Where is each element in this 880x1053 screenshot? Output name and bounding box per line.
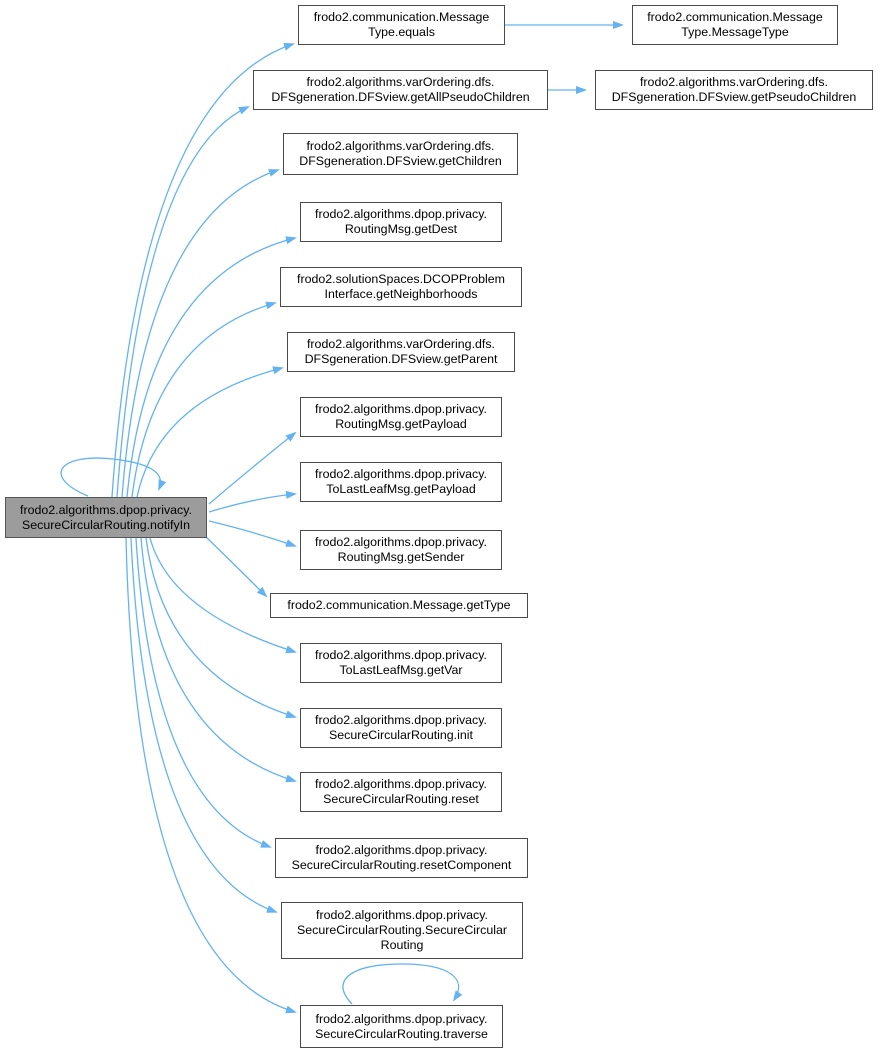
call-edge-notifyIn-to-notifyIn (61, 458, 160, 496)
call-edge-notifyIn-to-getDest (127, 238, 295, 497)
graph-node-label-line: frodo2.algorithms.dpop.privacy. (315, 467, 487, 481)
graph-node-getDest[interactable] (300, 202, 502, 242)
graph-node-label-line: frodo2.algorithms.dpop.privacy. (315, 648, 487, 662)
graph-node-init[interactable] (300, 708, 502, 748)
call-edge-traverse-to-traverse (343, 964, 459, 1004)
graph-node-label-line: frodo2.algorithms.dpop.privacy. (315, 777, 487, 791)
graph-node-label-line: SecureCircularRouting.reset (323, 792, 479, 806)
graph-node-label-line: frodo2.algorithms.dpop.privacy. (20, 502, 192, 517)
graph-node-getSender[interactable] (300, 530, 502, 570)
graph-node-label-line: frodo2.algorithms.varOrdering.dfs. (639, 75, 828, 89)
call-edge-notifyIn-to-getType (205, 536, 266, 596)
graph-node-label-line: DFSgeneration.DFSview.getChildren (299, 154, 502, 168)
call-edge-notifyIn-to-getChildren (122, 170, 278, 497)
graph-node-traverse[interactable] (300, 1005, 503, 1048)
graph-node-label-line: frodo2.algorithms.dpop.privacy. (315, 535, 487, 549)
graph-node-label-line: SecureCircularRouting.init (329, 728, 473, 742)
graph-node-equals[interactable] (298, 5, 505, 45)
graph-node-label-line: RoutingMsg.getDest (344, 222, 458, 236)
graph-node-label-line: SecureCircularRouting.SecureCircular (296, 923, 508, 937)
graph-node-label-line: ToLastLeafMsg.getPayload (326, 482, 476, 496)
graph-node-label-line: SecureCircularRouting.resetComponent (291, 858, 512, 872)
graph-node-label-line: SecureCircularRouting.traverse (315, 1026, 488, 1041)
graph-node-label-line: frodo2.algorithms.dpop.privacy. (315, 843, 488, 857)
graph-node-label-line: RoutingMsg.getPayload (335, 417, 467, 431)
graph-node-label-line: frodo2.algorithms.dpop.privacy. (315, 207, 487, 221)
graph-node-label-line: DFSgeneration.DFSview.getPseudoChildren (611, 90, 857, 104)
graph-node-label-line: frodo2.algorithms.dpop.privacy. (316, 908, 488, 922)
graph-node-getParent[interactable] (287, 332, 515, 372)
graph-node-label-line: frodo2.algorithms.dpop.privacy. (315, 1011, 488, 1026)
graph-node-reset[interactable] (300, 772, 502, 812)
graph-node-messageType[interactable] (632, 5, 838, 45)
graph-node-label-line: Interface.getNeighborhoods (324, 287, 478, 301)
graph-node-getNeighborhoods[interactable] (280, 267, 522, 307)
call-edge-notifyIn-to-reset (141, 538, 295, 781)
graph-node-resetComponent[interactable] (275, 838, 528, 878)
graph-node-toLastLeafMsgGetPayload[interactable] (300, 462, 502, 502)
graph-node-label-line: Type.MessageType (681, 25, 789, 39)
graph-node-getAllPseudoChildren[interactable] (253, 70, 548, 110)
call-edge-notifyIn-to-equals (112, 44, 293, 497)
graph-node-getVar[interactable] (300, 643, 502, 683)
graph-node-label-line: frodo2.algorithms.dpop.privacy. (315, 713, 487, 727)
graph-node-label-line: ToLastLeafMsg.getVar (339, 663, 463, 677)
graph-node-label-line: Routing (380, 938, 424, 952)
graph-node-getType[interactable] (270, 593, 528, 618)
graph-node-label-line: frodo2.communication.Message.getType (287, 598, 511, 612)
graph-node-label-line: frodo2.communication.Message (647, 10, 823, 24)
call-edge-notifyIn-to-toLastLeafMsgGetPayload (209, 494, 295, 512)
graph-node-label-line: frodo2.algorithms.varOrdering.dfs. (306, 337, 495, 351)
call-edge-notifyIn-to-getParent (137, 368, 282, 497)
call-edge-notifyIn-to-getNeighborhoods (132, 303, 275, 497)
graph-node-label-line: DFSgeneration.DFSview.getParent (304, 352, 498, 366)
graph-node-routingMsgGetPayload[interactable] (300, 397, 502, 437)
graph-node-secureCircularRoutingCtor[interactable] (281, 902, 523, 959)
call-edge-notifyIn-to-secureCircularRoutingCtor (131, 538, 276, 912)
call-edge-notifyIn-to-routingMsgGetPayload (209, 433, 295, 504)
graph-node-notifyIn[interactable] (5, 497, 207, 538)
graph-node-label-line: DFSgeneration.DFSview.getAllPseudoChildren (271, 90, 530, 104)
call-edge-notifyIn-to-getSender (209, 521, 295, 546)
graph-node-label-line: frodo2.algorithms.varOrdering.dfs. (306, 139, 495, 153)
graph-node-getPseudoChildren[interactable] (595, 70, 873, 110)
graph-node-label-line: frodo2.algorithms.dpop.privacy. (315, 402, 487, 416)
graph-node-label-line: frodo2.solutionSpaces.DCOPProblem (297, 272, 505, 286)
graph-node-label-line: RoutingMsg.getSender (337, 550, 465, 564)
call-edge-notifyIn-to-init (146, 538, 295, 717)
graph-node-getChildren[interactable] (283, 133, 518, 175)
graph-node-label-line: frodo2.algorithms.varOrdering.dfs. (306, 75, 495, 89)
graph-node-label-line: frodo2.communication.Message (313, 10, 490, 24)
graph-node-label-line: Type.equals (368, 25, 435, 39)
graph-node-label-line: SecureCircularRouting.notifyIn (21, 517, 191, 532)
